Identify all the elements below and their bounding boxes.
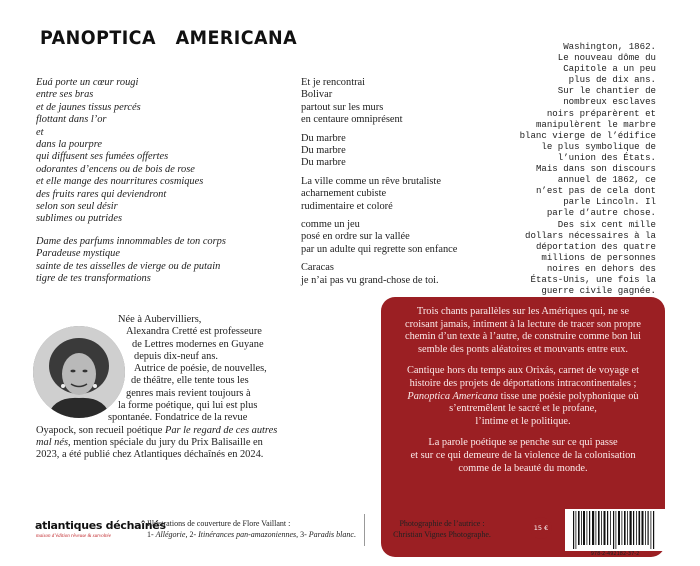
bio-line <box>36 437 276 449</box>
summary-paragraph <box>393 437 653 475</box>
poem-line: Du marbre <box>301 145 346 157</box>
bio-line: Alexandra Cretté est professeure <box>126 326 262 338</box>
poem-line: odorantes d’encens ou de bois de rose <box>36 163 195 175</box>
bio-text: Oyapock, son recueil poétique <box>36 424 165 436</box>
typewriter-line: annuel de 1862, ce <box>557 174 656 186</box>
illustration-credits <box>147 519 356 540</box>
typewriter-line: Capitole a un peu <box>563 63 656 75</box>
book-title: PANOPTICA AMERICANA <box>40 27 298 49</box>
summary-line: et sur ce qui demeure de la violence de la colonisation <box>410 449 636 461</box>
typewriter-line: Mais dans son discours <box>535 163 656 175</box>
poem-line: rudimentaire et coloré <box>301 200 393 212</box>
summary-paragraph <box>393 306 653 356</box>
summary-line: semble des ponts aléatoires et mouvants entre eux. <box>417 343 629 355</box>
poem-line: Bolivar <box>301 89 333 101</box>
typewriter-line: Le nouveau dôme du <box>557 52 656 64</box>
bio-book-title: mal nés <box>36 436 69 448</box>
poem-line: posé en ordre sur la vallée <box>301 231 410 243</box>
poem-line: flottant dans l’or <box>36 114 107 126</box>
photo-credit <box>368 519 516 540</box>
stanza-gap <box>36 226 226 236</box>
poem-line: en centaure omniprésent <box>301 114 403 126</box>
typewriter-line: parle d’autre chose. <box>546 207 656 219</box>
typewriter-line: Des six cent mille <box>557 218 656 230</box>
credits-text: , 2- <box>185 529 199 539</box>
typewriter-text <box>466 41 656 296</box>
summary-line: Trois chants parallèles sur les Amériques qui, ne se <box>416 306 630 317</box>
poem-line: La ville comme un rêve brutaliste <box>301 175 441 187</box>
summary-paragraph <box>393 365 653 428</box>
poem-line: et elle mange des nourritures cosmiques <box>36 176 204 188</box>
left-poem <box>36 77 226 286</box>
poem-line: selon son seul désir <box>36 201 118 213</box>
typewriter-line: manipulèrent le marbre <box>535 118 656 130</box>
middle-poem <box>301 77 457 287</box>
typewriter-line: déportation des quatre <box>535 240 656 252</box>
bio-line: Autrice de poésie, de nouvelles, <box>134 363 267 375</box>
barcode-image <box>565 509 665 551</box>
bio-line: depuis dix-neuf ans. <box>134 350 218 362</box>
poem-line: entre ses bras <box>36 89 94 101</box>
poem-line: Dame des parfums innommables de ton corps <box>36 235 226 247</box>
author-bio <box>36 314 276 462</box>
photo-credit-line: Christian Vignes Photographe. <box>393 529 491 539</box>
poem-line: et de jaunes tissus percés <box>36 101 141 113</box>
poem-line: dans la pourpre <box>36 139 103 151</box>
summary-text: tisse une poésie polyphonique où <box>498 390 639 402</box>
summary-line: l’intime et le politique. <box>475 415 571 427</box>
summary-line: histoire des projets de déportations intracontinentales ; <box>409 377 637 389</box>
typewriter-line: noires en dehors des <box>546 262 656 274</box>
typewriter-line: Sur le chantier de <box>557 85 656 97</box>
bio-line <box>36 425 276 437</box>
isbn-number: 978-2-492182-37-2 <box>590 551 640 557</box>
poem-line: sublimes ou putrides <box>36 213 123 225</box>
bio-line: de Lettres modernes en Guyane <box>132 338 264 350</box>
publisher-tagline: maison d’édition rêveuse & survoltée <box>36 534 111 539</box>
poem-line: des fruits rares qui deviendront <box>36 188 167 200</box>
summary-line: croisant jamais, intiment à la lecture de tracer son propre <box>404 318 641 330</box>
artwork-title: Allégorie <box>155 529 186 539</box>
bio-line: spontanée. Fondatrice de la revue <box>108 412 248 424</box>
typewriter-line: n’est pas de cela dont <box>535 185 656 197</box>
poem-line: je n’ai pas vu grand-chose de toi. <box>301 274 439 286</box>
typewriter-line: le plus symbolique de <box>541 140 656 152</box>
poem-line: Caracas <box>301 262 334 274</box>
footer-divider <box>364 514 365 546</box>
poem-line: comme un jeu <box>301 219 360 231</box>
summary-line: chemin d’un texte à l’autre, de construire comme bon lui <box>404 331 642 343</box>
summary-line <box>393 391 653 404</box>
poem-line: qui diffusent ses fumées offertes <box>36 151 169 163</box>
poem-line: sainte de tes aisselles de vierge ou de putain <box>36 260 221 272</box>
poem-line: Du marbre <box>301 132 346 144</box>
poem-line: Paradeuse mystique <box>36 248 120 260</box>
typewriter-line: blanc vierge de l’édifice <box>519 129 656 141</box>
summary-line: Cantique hors du temps aux Orixás, carnet de voyage et <box>407 365 639 377</box>
summary-line: comme de la beauté du monde. <box>458 462 588 474</box>
bio-line: Née à Aubervilliers, <box>118 314 202 325</box>
credits-line <box>147 530 356 541</box>
credits-line: Illustrations de couverture de Flore Vaillant : <box>147 519 291 528</box>
bio-line: genres mais revient toujours à <box>126 387 251 399</box>
poem-line: Du marbre <box>301 157 346 169</box>
bio-text: , mention spéciale du jury du Prix Balisaille en <box>68 436 263 448</box>
poem-line: et <box>36 126 44 138</box>
poem-line: partout sur les murs <box>301 101 384 113</box>
footer <box>0 512 700 562</box>
bio-book-title: Par le regard de ces autres <box>164 424 278 436</box>
credits-text: 1- <box>147 529 156 539</box>
poem-line: par un adulte qui regrette son enfance <box>301 243 458 255</box>
poem-line: Euá porte un cœur rougi <box>36 77 139 88</box>
book-title-inline: Panoptica Americana <box>407 390 499 402</box>
typewriter-line: guerre civile gagnée. <box>541 285 656 297</box>
poem-line: acharnement cubiste <box>301 188 387 200</box>
publisher-logo: atlantiques déchaînés <box>35 519 166 532</box>
bio-line: 2023, a été publié chez Atlantiques déchaînés en 2024. <box>36 449 264 461</box>
typewriter-line: nombreux esclaves <box>563 96 656 108</box>
typewriter-line: millions de personnes <box>541 251 656 263</box>
artwork-title: Itinérances pan-amazoniennes <box>198 529 297 539</box>
typewriter-line: dollars nécessaires à la <box>525 229 656 241</box>
summary-line: La parole poétique se penche sur ce qui passe <box>428 437 618 449</box>
bio-line: de théâtre, elle tente tous les <box>131 375 249 387</box>
typewriter-line: États-Unis, une fois la <box>530 273 656 285</box>
typewriter-line: Washington, 1862. <box>563 41 656 52</box>
photo-credit-line: Photographie de l’autrice : <box>399 519 485 528</box>
artwork-title: Paradis blanc <box>308 529 354 539</box>
bio-line: la forme poétique, qui lui est plus <box>118 400 258 412</box>
poem-line: tigre de tes transformations <box>36 273 151 285</box>
credits-text: , 3- <box>296 529 309 539</box>
price-badge: 15 € <box>530 517 552 539</box>
credits-text: . <box>353 529 356 539</box>
typewriter-line: parle Lincoln. Il <box>563 196 656 208</box>
poem-line: Et je rencontrai <box>301 77 366 88</box>
typewriter-line: noirs préparèrent et <box>546 107 656 119</box>
summary-line: s’entremêlent le sacré et le profane, <box>449 403 597 415</box>
typewriter-line: l’union des États. <box>557 151 656 163</box>
typewriter-line: plus de dix ans. <box>568 74 656 86</box>
